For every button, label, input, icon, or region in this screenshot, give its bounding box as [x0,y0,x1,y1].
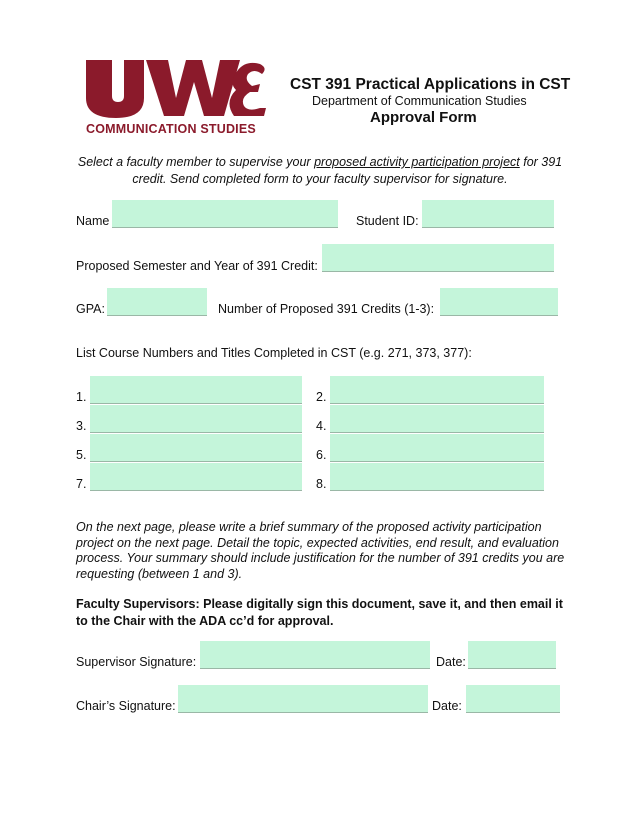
logo-subtitle: COMMUNICATION STUDIES [86,122,256,136]
chair-signature-field[interactable] [178,685,428,713]
credits-label: Number of Proposed 391 Credits (1-3): [218,302,435,316]
uw-logo [84,58,270,140]
course-field-1[interactable] [90,376,302,404]
form-title: CST 391 Practical Applications in CST [290,76,571,93]
course-field-8[interactable] [330,463,544,491]
intro-underlined: proposed activity participation project [314,155,520,169]
course-number-3: 3. [76,419,87,433]
course-number-6: 6. [316,448,327,462]
name-field[interactable] [112,200,338,228]
course-field-2[interactable] [330,376,544,404]
supervisor-signature-field[interactable] [200,641,430,669]
courses-heading: List Course Numbers and Titles Completed in CST (e.g. 271, 373, 377): [76,346,472,360]
student-id-label: Student ID: [356,214,419,228]
course-field-4[interactable] [330,405,544,433]
gpa-label: GPA: [76,302,105,316]
department-name: Department of Communication Studies [312,94,527,108]
course-number-5: 5. [76,448,87,462]
course-number-4: 4. [316,419,327,433]
summary-instructions: On the next page, please write a brief summary of the proposed activity participation project on the next page. Detail the topic, expected activities, end result, and evaluation process. Your summary should include justification for the number of 391 credits you are requesting (between 1 and 3). [76,520,565,581]
chair-date-label: Date: [432,699,462,713]
supervisor-date-label: Date: [436,655,466,669]
course-number-7: 7. [76,477,87,491]
credits-field[interactable] [440,288,558,316]
form-name: Approval Form [370,109,477,126]
uw-logo-mark [84,58,270,120]
supervisor-signature-label: Supervisor Signature: [76,655,197,669]
course-number-1: 1. [76,390,87,404]
course-number-8: 8. [316,477,327,491]
semester-label: Proposed Semester and Year of 391 Credit: [76,259,318,273]
chair-signature-label: Chair’s Signature: [76,699,176,713]
course-field-3[interactable] [90,405,302,433]
course-number-2: 2. [316,390,327,404]
semester-field[interactable] [322,244,554,272]
course-field-5[interactable] [90,434,302,462]
name-label: Name [76,214,110,228]
course-field-7[interactable] [90,463,302,491]
supervisor-date-field[interactable] [468,641,556,669]
faculty-instructions: Faculty Supervisors: Please digitally sign this document, save it, and then email it to the Chair with the ADA cc’d for approval. [76,597,563,628]
chair-date-field[interactable] [466,685,560,713]
course-field-6[interactable] [330,434,544,462]
intro-part1: Select a faculty member to supervise your [77,155,315,169]
intro-part2: for 391 credit. Send completed form to your faculty supervisor for signature. [132,155,563,186]
intro-text [76,154,564,188]
gpa-field[interactable] [107,288,207,316]
student-id-field[interactable] [422,200,554,228]
